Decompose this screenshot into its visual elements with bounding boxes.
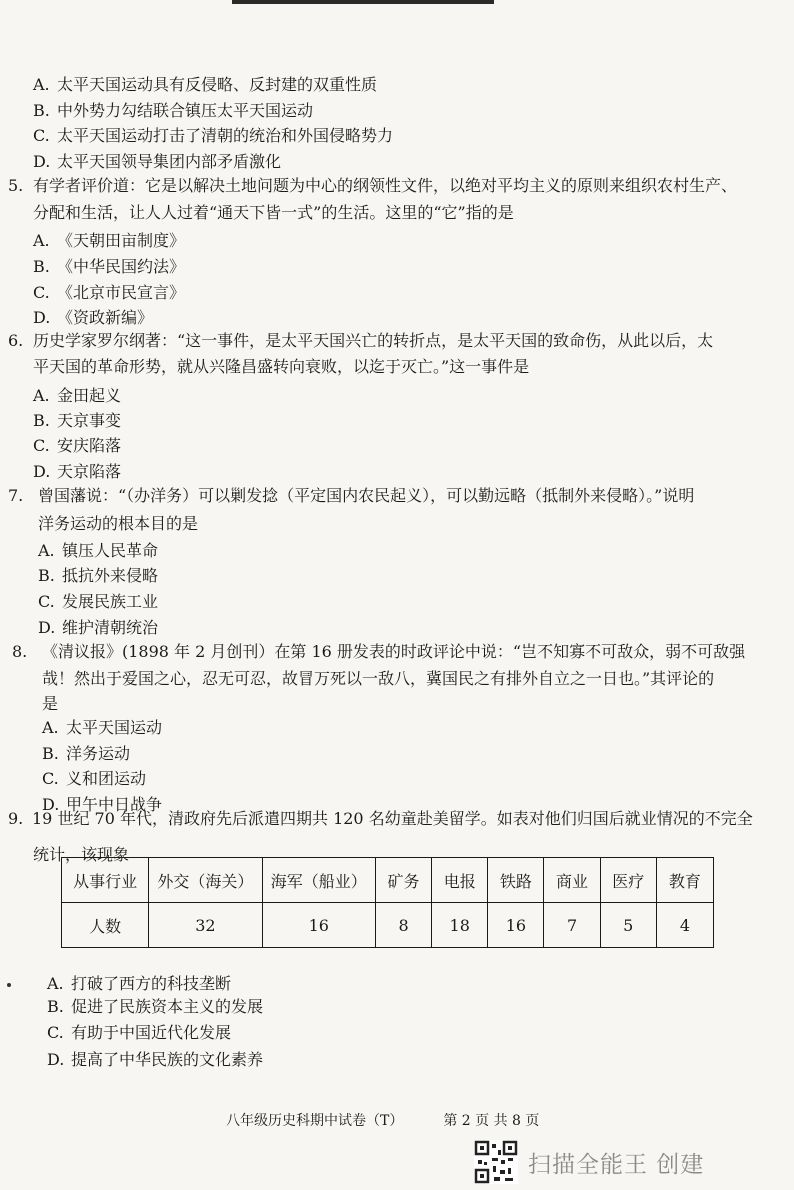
q8-option-b[interactable]: B. 洋务运动 — [42, 744, 131, 763]
q8-number: 8. — [12, 642, 28, 661]
page-number: 第 2 页 共 8 页 — [443, 1113, 540, 1129]
q8-stem-line-1: 8. 《清议报》(1898 年 2 月创刊）在第 16 册发表的时政评论中说：“岂不知寡不可敌众，弱不可敌强 — [12, 642, 746, 661]
q6-option-c[interactable]: C. 安庆陷落 — [33, 436, 122, 455]
table-cell: 32 — [149, 903, 262, 948]
q4-option-c[interactable]: C. 太平天国运动打击了清朝的统治和外国侵略势力 — [33, 126, 394, 145]
q5-stem-line-1: 5. 有学者评价道：它是以解决土地问题为中心的纲领性文件，以绝对平均主义的原则来组织农村生产、 — [8, 176, 738, 195]
table-header-cell: 医疗 — [600, 858, 656, 903]
q6-number: 6. — [8, 331, 24, 350]
top-edge-line — [232, 0, 494, 4]
q7-number: 7. — [8, 486, 24, 505]
q8-stem-line-2: 哉！然出于爱国之心，忍无可忍，故冒万死以一敌八，冀国民之有排外自立之一日也。”其评论的 — [42, 669, 715, 688]
q6-option-d[interactable]: D. 天京陷落 — [33, 462, 122, 481]
employment-table — [61, 857, 714, 948]
q4-option-a[interactable]: A. 太平天国运动具有反侵略、反封建的双重性质 — [33, 75, 378, 94]
scan-speck — [7, 983, 11, 987]
q7-option-b[interactable]: B. 抵抗外来侵略 — [38, 566, 159, 585]
q8-option-c[interactable]: C. 义和团运动 — [42, 769, 147, 788]
q5-number: 5. — [8, 176, 24, 195]
table-header-cell: 商业 — [544, 858, 600, 903]
q5-option-d[interactable]: D. 《资政新编》 — [33, 308, 154, 327]
table-cell: 人数 — [62, 903, 149, 948]
table-header-cell: 海军（船业） — [262, 858, 375, 903]
q9-option-c[interactable]: C. 有助于中国近代化发展 — [47, 1023, 232, 1042]
q7-option-a[interactable]: A. 镇压人民革命 — [38, 541, 159, 560]
q6-option-b[interactable]: B. 天京事变 — [33, 411, 122, 430]
table-cell: 7 — [544, 903, 600, 948]
q4-option-b[interactable]: B. 中外势力勾结联合镇压太平天国运动 — [33, 101, 314, 120]
q9-stem-line-2: 统计，该现象 — [33, 845, 130, 864]
q7-stem-line-1: 7. 曾国藩说：“（办洋务）可以剿发捻（平定国内农民起义），可以勤远略（抵制外来侵略）。”说明 — [8, 486, 695, 505]
q7-stem-line-2: 洋务运动的根本目的是 — [38, 514, 199, 533]
table-header-cell: 教育 — [656, 858, 713, 903]
q5-stem-line-2: 分配和生活，让人人过着“通天下皆一式”的生活。这里的“它”指的是 — [33, 203, 514, 222]
q9-option-d[interactable]: D. 提高了中华民族的文化素养 — [47, 1050, 264, 1069]
q4-option-d[interactable]: D. 太平天国领导集团内部矛盾激化 — [33, 152, 282, 171]
table-cell: 5 — [600, 903, 656, 948]
table-header-cell: 铁路 — [488, 858, 544, 903]
page-footer — [226, 1110, 539, 1130]
q9-stem-line-1: 9. 19 世纪 70 年代，清政府先后派遣四期共 120 名幼童赴美留学。如表对他们归国后就业情况的不完全 — [8, 809, 753, 828]
q6-option-a[interactable]: A. 金田起义 — [33, 386, 122, 405]
exam-title: 八年级历史科期中试卷（T） — [226, 1113, 404, 1129]
q7-option-c[interactable]: C. 发展民族工业 — [38, 592, 159, 611]
table-header-cell: 电报 — [432, 858, 488, 903]
table-header-row — [62, 858, 714, 903]
table-cell: 8 — [375, 903, 431, 948]
q5-option-b[interactable]: B. 《中华民国约法》 — [33, 257, 186, 276]
q9-number: 9. — [8, 809, 24, 828]
q7-option-d[interactable]: D. 维护清朝统治 — [38, 618, 159, 637]
table-header-cell: 外交（海关） — [149, 858, 262, 903]
table-cell: 16 — [262, 903, 375, 948]
table-cell: 16 — [488, 903, 544, 948]
q6-stem-line-1: 6. 历史学家罗尔纲著：“这一事件，是太平天国兴亡的转折点，是太平天国的致命伤，从此以后，太 — [8, 331, 714, 350]
q9-option-a[interactable]: A. 打破了西方的科技垄断 — [47, 974, 232, 993]
table-row — [62, 903, 714, 948]
q5-option-a[interactable]: A. 《天朝田亩制度》 — [33, 231, 186, 250]
q8-option-d[interactable]: D. 甲午中日战争 — [42, 795, 163, 814]
q6-stem-line-2: 平天国的革命形势，就从兴隆昌盛转向衰败，以迄于灭亡。”这一事件是 — [33, 357, 530, 376]
q9-option-b[interactable]: B. 促进了民族资本主义的发展 — [47, 997, 264, 1016]
q8-option-a[interactable]: A. 太平天国运动 — [42, 718, 163, 737]
q8-stem-line-3: 是 — [42, 694, 59, 713]
watermark-text: 扫描全能王 创建 — [528, 1151, 705, 1178]
table-cell: 18 — [432, 903, 488, 948]
table-header-cell: 矿务 — [375, 858, 431, 903]
table-cell: 4 — [656, 903, 713, 948]
q5-option-c[interactable]: C. 《北京市民宣言》 — [33, 283, 186, 302]
scanner-watermark — [474, 1140, 704, 1184]
table-header-cell: 从事行业 — [62, 858, 149, 903]
qr-code-icon — [474, 1140, 518, 1184]
